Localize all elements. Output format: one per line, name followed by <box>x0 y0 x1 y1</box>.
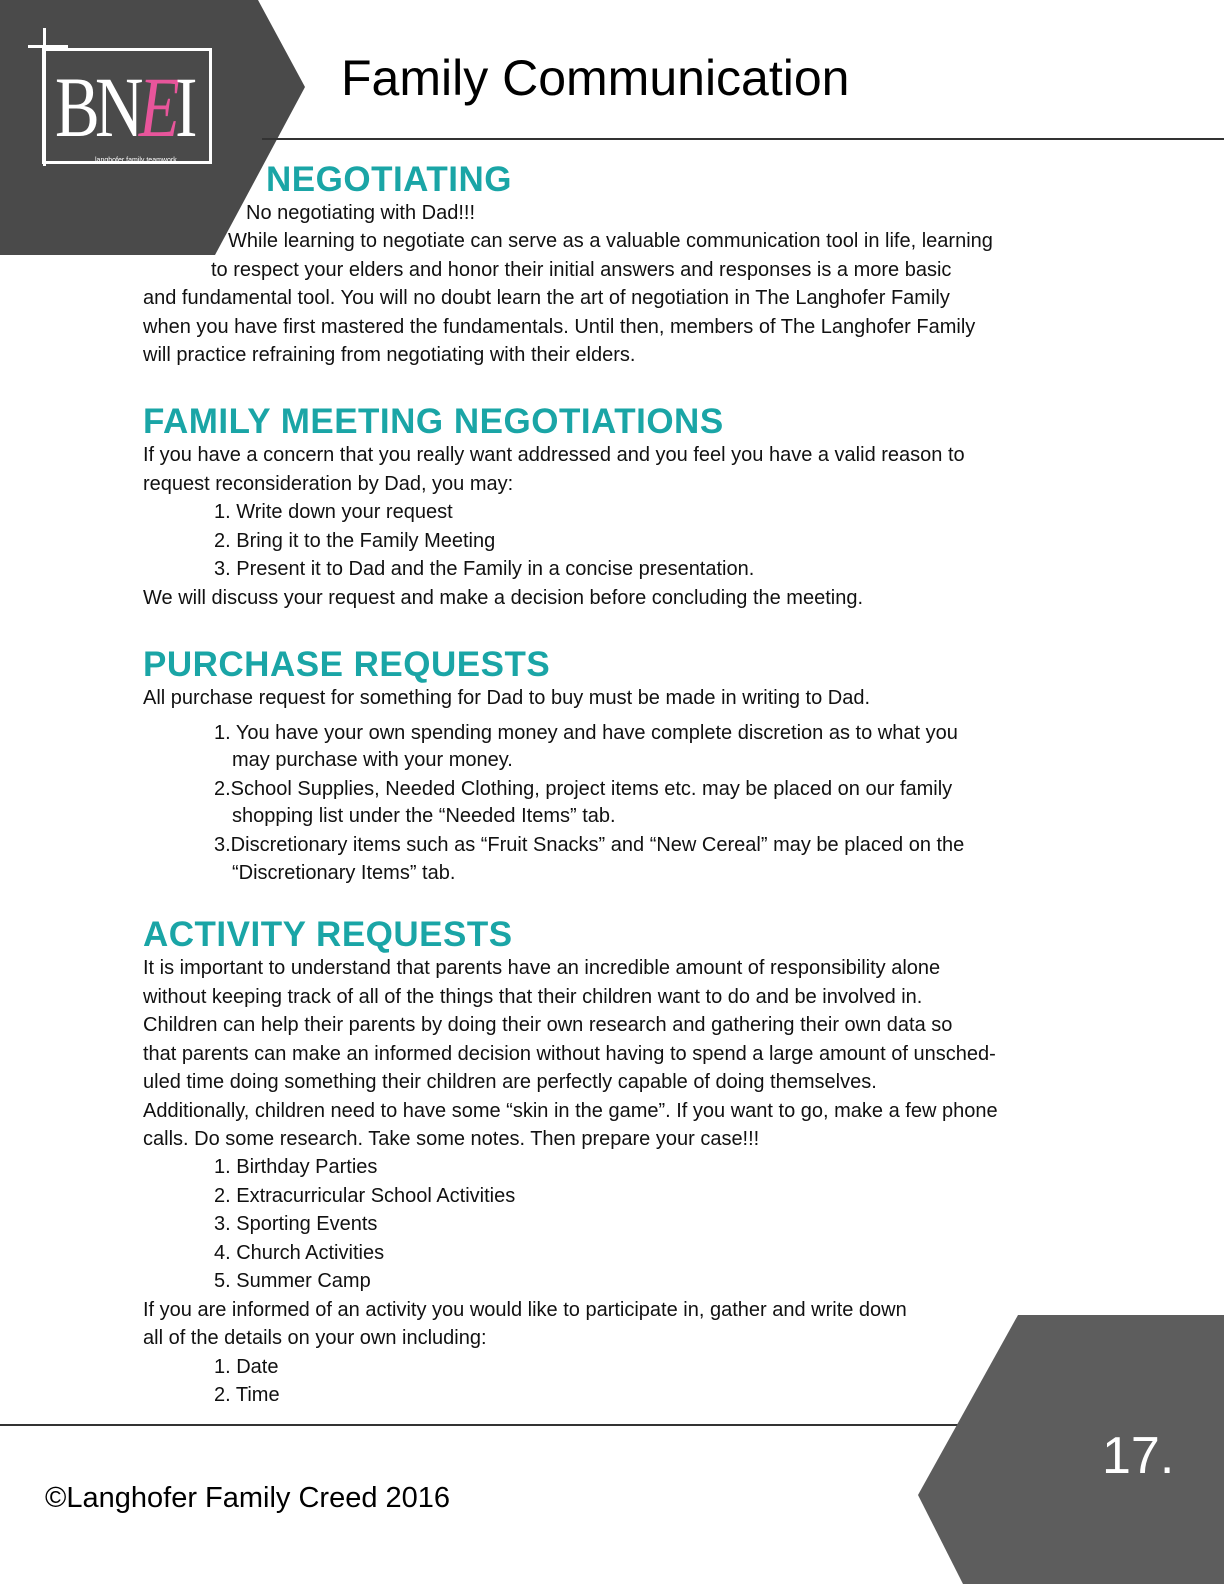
list-item: 2. Time <box>214 1384 280 1406</box>
list-item: 1. Date <box>214 1356 279 1378</box>
negotiating-line: While learning to negotiate can serve as a valuable communication tool in life, learning <box>228 230 993 252</box>
list-item: 2.School Supplies, Needed Clothing, project items etc. may be placed on our family <box>214 778 953 800</box>
list-item: 2. Extracurricular School Activities <box>214 1185 516 1207</box>
footer-divider <box>0 1424 970 1426</box>
family-meeting-line: If you have a concern that you really want addressed and you feel you have a valid reason to <box>143 444 965 466</box>
activity-line: calls. Do some research. Take some notes. Then prepare your case!!! <box>143 1128 760 1150</box>
list-item: 4. Church Activities <box>214 1242 385 1264</box>
activity-line: without keeping track of all of the things that their children want to do and be involved in. <box>143 986 923 1008</box>
family-meeting-line: We will discuss your request and make a decision before concluding the meeting. <box>143 587 864 609</box>
logo-letters: BNEI <box>55 59 193 155</box>
list-item: 2. Bring it to the Family Meeting <box>214 530 496 552</box>
list-item: 5. Summer Camp <box>214 1270 371 1292</box>
heading-family-meeting: FAMILY MEETING NEGOTIATIONS <box>143 402 724 441</box>
list-item: 1. You have your own spending money and have complete discretion as to what you <box>214 722 958 744</box>
purchase-line: All purchase request for something for Dad to buy must be made in writing to Dad. <box>143 687 871 709</box>
heading-purchase-requests: PURCHASE REQUESTS <box>143 645 551 684</box>
list-item: 3. Present it to Dad and the Family in a concise presentation. <box>214 558 755 580</box>
activity-line: If you are informed of an activity you would like to participate in, gather and write down <box>143 1299 907 1321</box>
cross-icon-vertical <box>43 28 46 166</box>
page-title: Family Communication <box>341 50 850 106</box>
activity-line: that parents can make an informed decision without having to spend a large amount of unsched- <box>143 1043 996 1065</box>
negotiating-line: to respect your elders and honor their initial answers and responses is a more basic <box>211 259 952 281</box>
list-item: 3.Discretionary items such as “Fruit Snacks” and “New Cereal” may be placed on the <box>214 834 965 856</box>
activity-line: all of the details on your own including: <box>143 1327 487 1349</box>
heading-negotiating: NEGOTIATING <box>266 160 512 199</box>
logo-frame-top <box>42 48 212 51</box>
logo-tagline: langhofer family teamwork <box>95 157 177 164</box>
heading-activity-requests: ACTIVITY REQUESTS <box>143 915 513 954</box>
negotiating-line: when you have first mastered the fundamentals. Until then, members of The Langhofer Family <box>143 316 976 338</box>
footer-copyright: ©Langhofer Family Creed 2016 <box>45 1482 451 1514</box>
activity-line: Children can help their parents by doing their own research and gathering their own data so <box>143 1014 953 1036</box>
list-item: 1. Write down your request <box>214 501 453 523</box>
activity-line: Additionally, children need to have some “skin in the game”. If you want to go, make a few phone <box>143 1100 998 1122</box>
family-meeting-line: request reconsideration by Dad, you may: <box>143 473 514 495</box>
list-item-continued: may purchase with your money. <box>232 749 513 771</box>
list-item: 3. Sporting Events <box>214 1213 378 1235</box>
list-item-continued: “Discretionary Items” tab. <box>232 862 456 884</box>
negotiating-line: will practice refraining from negotiating with their elders. <box>143 344 636 366</box>
negotiating-line: No negotiating with Dad!!! <box>246 202 476 224</box>
activity-line: It is important to understand that parents have an incredible amount of responsibility alone <box>143 957 941 979</box>
page-number: 17. <box>1102 1427 1175 1485</box>
cross-icon-horizontal <box>28 45 68 48</box>
header-divider <box>262 138 1224 140</box>
list-item-continued: shopping list under the “Needed Items” tab. <box>232 805 616 827</box>
page-number-background <box>918 1315 1224 1584</box>
activity-line: uled time doing something their children are perfectly capable of doing themselves. <box>143 1071 877 1093</box>
negotiating-line: and fundamental tool. You will no doubt learn the art of negotiation in The Langhofer Family <box>143 287 950 309</box>
list-item: 1. Birthday Parties <box>214 1156 378 1178</box>
